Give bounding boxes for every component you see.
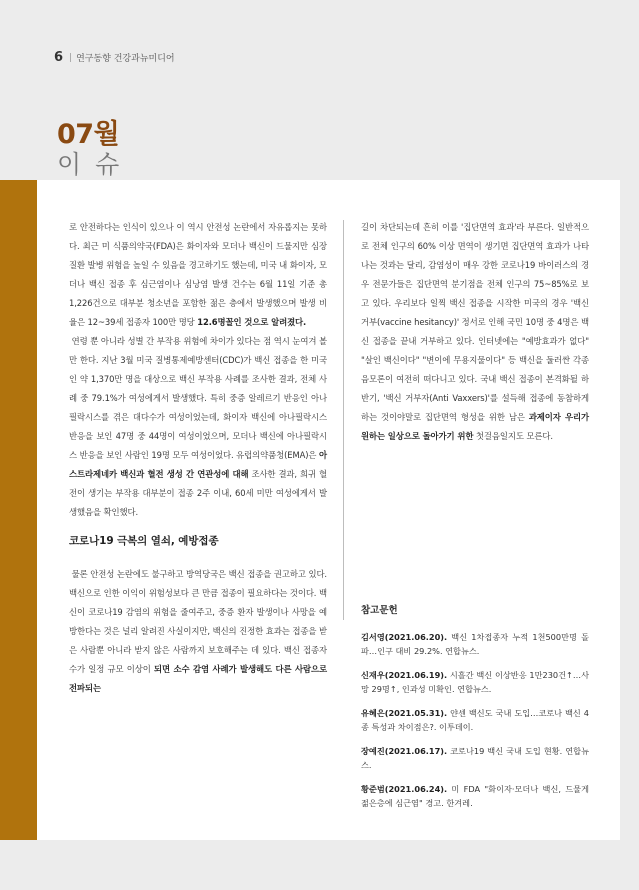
body-text: 물론 안전성 논란에도 불구하고 방역당국은 백신 접종을 권고하고 있다. 백신으로 인한 이익이 위험성보다 큰 만큼 접종이 필요하다는 것이다. 백신이 코로나19 감염의 위험을 줄여주고, 중증 환자 발생이나 사망을 예방한다는 것은 널리 알려진 사실이지만, 백신의 진정한 효과는 접종을 받은 사람뿐 아니라 받지 않은 사람까지 보호해주는 데 있다. 백신 접종자 수가 일정 규모 이상이 <box>69 569 327 674</box>
body-text: 조사한 결과, 희귀 혈전이 생기는 부작용 대부분이 접종 2주 이내, 60세 미만 여성에게서 발생했음을 확인했다. <box>69 469 327 517</box>
emphasis-text: 과제이자 우리가 원하는 일상으로 돌아가기 위한 <box>361 412 589 441</box>
body-paragraph <box>69 565 327 698</box>
reference-author: 유혜은(2021.05.31). <box>361 708 448 718</box>
references <box>361 602 589 820</box>
left-column <box>69 218 327 698</box>
right-column <box>361 218 589 446</box>
reference-author: 신재우(2021.06.19). <box>361 670 448 680</box>
issue-subtitle: 이 슈 <box>57 150 123 179</box>
section-spacer <box>69 551 327 565</box>
reference-item <box>361 782 589 810</box>
reference-author: 김서영(2021.06.20). <box>361 632 448 642</box>
content-panel <box>37 180 620 840</box>
page-header <box>54 50 175 65</box>
reference-item <box>361 630 589 658</box>
reference-item <box>361 744 589 772</box>
month-title: 07월 <box>57 119 120 150</box>
body-text: 로 안전하다는 인식이 있으나 이 역시 안전성 논란에서 자유롭지는 못하다. 최근 미 식품의약국(FDA)은 화이자와 모더나 백신이 드물지만 심장질환 발병 위험을 높일 수 있음을 경고하기도 했는데, 미국 내 화이자, 모더나 백신 접종 후 심근염이나 심낭염 발생 건수는 6월 11일 기준 총 1,226건으로 대부분 청소년을 포함한 젊은 층에서 발생했으며 발생 비율은 12~39세 접종자 100만 명당 <box>69 222 327 327</box>
emphasis-text: 12.6명꼴인 것으로 알려졌다. <box>197 317 307 327</box>
reference-text: 미 FDA "화이자·모더나 백신, 드물게 젊은층에 심근염" 경고. 한겨레. <box>361 784 589 808</box>
section-spacer <box>69 522 327 532</box>
section-name: 연구동향 건강과뉴미디어 <box>76 54 175 64</box>
accent-bar <box>0 180 37 840</box>
body-paragraph <box>69 218 327 332</box>
header-separator: | <box>69 52 73 63</box>
references-title: 참고문헌 <box>361 605 398 616</box>
emphasis-text: 되면 소수 감염 사례가 발생해도 다른 사람으로 전파되는 <box>69 664 327 693</box>
reference-item <box>361 668 589 696</box>
emphasis-text: 아스트라제네카 백신과 혈전 생성 간 연관성에 대해 <box>69 450 327 479</box>
body-text: 연령 뿐 아니라 성별 간 부작용 위험에 차이가 있다는 점 역시 눈여겨 볼만 한다. 지난 3월 미국 질병통제예방센터(CDC)가 백신 접종을 한 미국인 약 1,370만 명을 대상으로 백신 부작용 사례를 조사한 결과, 전체 사례 중 79.1%가 여성에게서 발생했다. 특히 중증 알레르기 반응인 아나필락시스를 겪은 대다수가 여성이었는데, 화이자 백신에 아나필락시스 반응을 보인 47명 중 44명이 여성이었으며, 모더나 백신에 아나필락시스 반응을 보인 사람인 19명 모두 여성이었다. 유럽의약품청(EMA)은 <box>69 336 327 460</box>
section-heading: 코로나19 극복의 열쇠, 예방접종 <box>69 535 219 547</box>
reference-text: 코로나19 백신 국내 도입 현황. 연합뉴스. <box>361 746 589 770</box>
page-number: 6 <box>54 50 64 65</box>
reference-text: 시흘간 백신 이상반응 1만230건↑…사망 29명↑, 인과성 미확인. 연합뉴스. <box>361 670 589 694</box>
reference-text: 얀센 백신도 국내 도입…코로나 백신 4종 특성과 차이점은?. 이투데이. <box>361 708 589 732</box>
body-paragraph <box>361 218 589 446</box>
body-text: 길이 차단되는데 흔히 이를 '집단면역 효과'라 부른다. 일반적으로 전체 인구의 60% 이상 면역이 생기면 집단면역 효과가 나타나는 것과는 달리, 감염성이 매우 강한 코로나19 바이러스의 경우 전문가들은 집단면역 분기점을 전체 인구의 75~85%로 보고 있다. 우리보다 일찍 백신 접종을 시작한 미국의 경우 '백신 거부(vaccine hesitancy)' 정서로 인해 국민 10명 중 4명은 백신 접종을 끝내 거부하고 있다. 인터넷에는 "예방효과가 없다" "살인 백신이다" "변이에 무용지물이다" 등 백신을 둘러싼 각종 음모론이 여전히 떠다니고 있다. 국내 백신 접종이 본격화될 하반기, '백신 거부자(Anti Vaxxers)'를 설득해 접종에 동참하게 하는 것이야말로 집단면역 형성을 위한 남은 <box>361 222 589 422</box>
reference-author: 황준범(2021.06.24). <box>361 784 448 794</box>
body-text: 첫걸음일지도 모른다. <box>473 431 553 441</box>
reference-text: 백신 1차접종자 누적 1천500만명 돌파…인구 대비 29.2%. 연합뉴스. <box>361 632 589 656</box>
reference-author: 장예진(2021.06.17). <box>361 746 448 756</box>
column-divider <box>343 220 344 620</box>
references-list <box>361 630 589 810</box>
reference-item <box>361 706 589 734</box>
body-paragraph <box>69 332 327 522</box>
